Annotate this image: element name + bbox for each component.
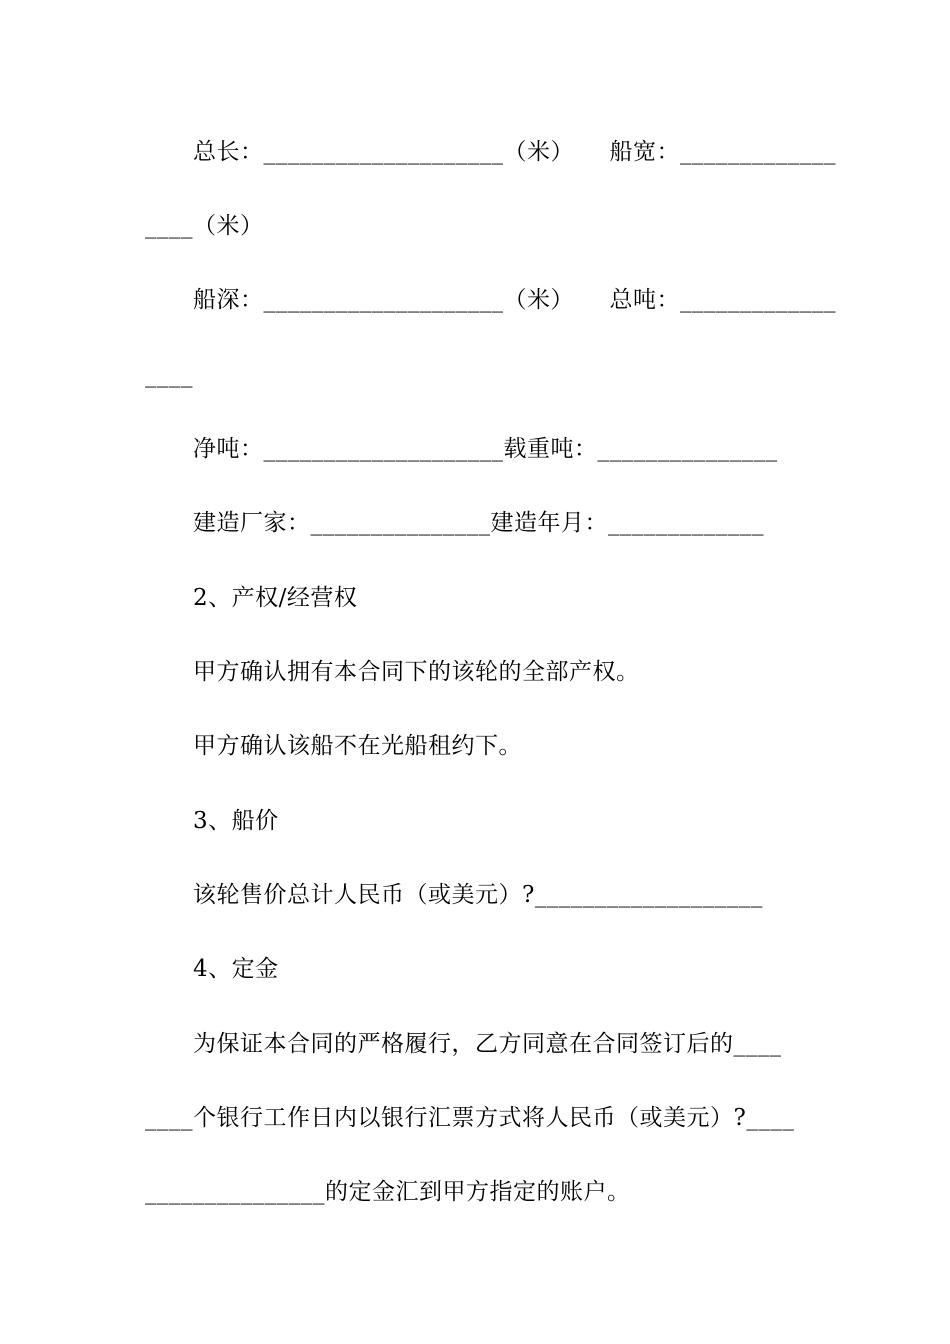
width-continuation-line: ____（米） bbox=[145, 213, 264, 239]
tonnage-continuation-line: ____ bbox=[145, 362, 193, 388]
ownership-paragraph-2: 甲方确认该船不在光船租约下。 bbox=[193, 733, 522, 759]
deposit-paragraph-line-3: _______________的定金汇到甲方指定的账户。 bbox=[145, 1179, 631, 1205]
depth-tonnage-line: 船深：____________________（米） 总吨：_____________ bbox=[193, 287, 836, 313]
section-heading-deposit: 4、定金 bbox=[193, 956, 279, 982]
ownership-paragraph-1: 甲方确认拥有本合同下的该轮的全部产权。 bbox=[193, 659, 640, 685]
length-width-line: 总长：____________________（米） 船宽：_____________ bbox=[193, 139, 836, 165]
deposit-paragraph-line-1: 为保证本合同的严格履行，乙方同意在合同签订后的____ bbox=[193, 1031, 782, 1057]
section-heading-price: 3、船价 bbox=[193, 808, 279, 834]
price-paragraph: 该轮售价总计人民币（或美元）?___________________ bbox=[193, 882, 763, 908]
deposit-paragraph-line-2: ____个银行工作日内以银行汇票方式将人民币（或美元）?____ bbox=[145, 1105, 795, 1131]
builder-date-line: 建造厂家：_______________建造年月：_____________ bbox=[193, 510, 764, 536]
section-heading-ownership: 2、产权/经营权 bbox=[193, 585, 358, 611]
net-deadweight-line: 净吨：____________________载重吨：_______________ bbox=[193, 436, 778, 462]
